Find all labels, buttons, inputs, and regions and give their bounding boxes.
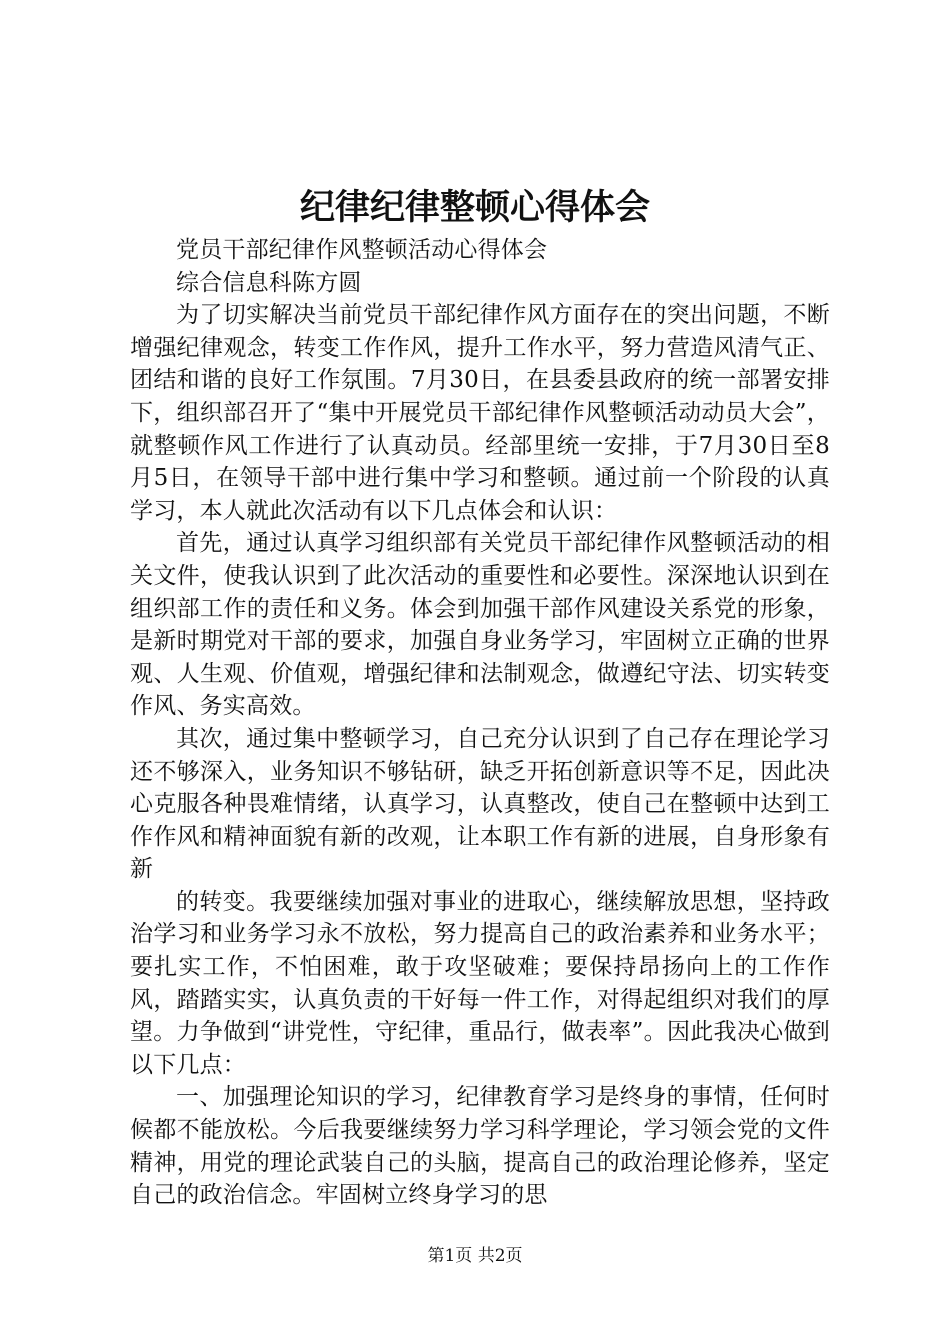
page-footer: 第1页 共2页 <box>427 1246 523 1266</box>
paragraph-author: 综合信息科陈方圆 <box>176 269 362 296</box>
paragraph-subtitle: 党员干部纪律作风整顿活动心得体会 <box>176 237 548 263</box>
document-body <box>130 234 830 1212</box>
document-title: 纪律纪律整顿心得体会 <box>299 188 650 228</box>
paragraph-point-one: 一、加强理论知识的学习，纪律教育学习是终身的事情，任何时候都不能放松。今后我要继续努力学习科学理论，学习领会党的文件精神，用党的理论武装自己的头脑，提高自己的政治理论修养，坚定自己的政治信念。牢固树立终身学习的思 <box>130 1084 830 1209</box>
paragraph-first: 首先，通过认真学习组织部有关党员干部纪律作风整顿活动的相关文件，使我认识到了此次活动的重要性和必要性。深深地认识到在组织部工作的责任和义务。体会到加强干部作风建设关系党的形象，是新时期党对干部的要求，加强自身业务学习，牢固树立正确的世界观、人生观、价值观，增强纪律和法制观念，做遵纪守法、切实转变作风、务实高效。 <box>130 530 830 720</box>
paragraph-intro: 为了切实解决当前党员干部纪律作风方面存在的突出问题，不断增强纪律观念，转变工作作风，提升工作水平，努力营造风清气正、团结和谐的良好工作氛围。7月30日，在县委县政府的统一部署安排下，组织部召开了“集中开展党员干部纪律作风整顿活动动员大会”，就整顿作风工作进行了认真动员。经部里统一安排，于7月30日至8月5日，在领导干部中进行集中学习和整顿。通过前一个阶段的认真学习，本人就此次活动有以下几点体会和认识： <box>130 302 830 524</box>
paragraph-second: 其次，通过集中整顿学习，自己充分认识到了自己存在理论学习还不够深入，业务知识不够钻研，缺乏开拓创新意识等不足，因此决心克服各种畏难情绪，认真学习，认真整改，使自己在整顿中达到工作作风和精神面貌有新的改观，让本职工作有新的进展，自身形象有新 <box>130 725 830 883</box>
paragraph-continuation: 的转变。我要继续加强对事业的进取心，继续解放思想，坚持政治学习和业务学习永不放松，努力提高自己的政治素养和业务水平；要扎实工作，不怕困难，敢于攻坚破难；要保持昂扬向上的工作作风，踏踏实实，认真负责的干好每一件工作，对得起组织对我们的厚望。力争做到“讲党性，守纪律，重品行，做表率”。因此我决心做到以下几点： <box>130 888 830 1078</box>
